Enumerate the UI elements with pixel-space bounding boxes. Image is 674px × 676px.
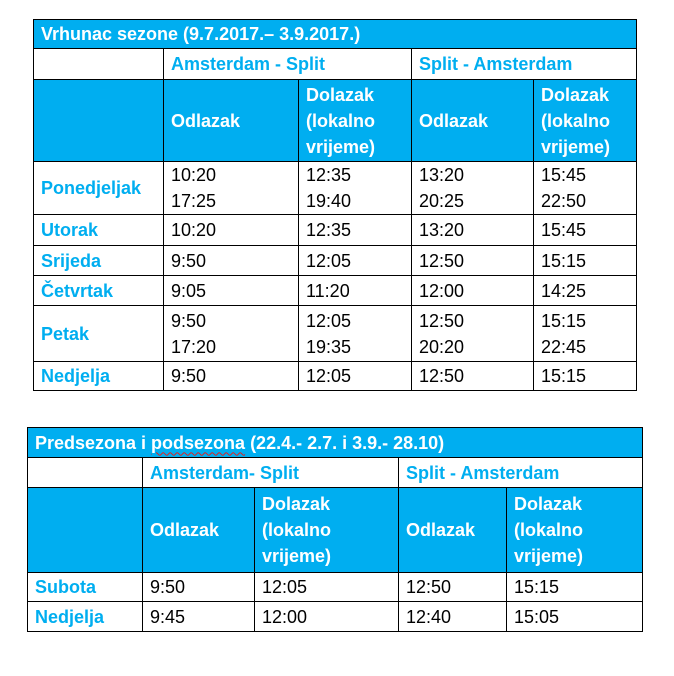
route-split-amsterdam: Split - Amsterdam xyxy=(399,458,643,488)
day-label: Nedjelja xyxy=(28,602,143,632)
col-departure: Odlazak xyxy=(399,488,507,573)
day-label: Ponedjeljak xyxy=(34,162,164,215)
time-cell: 12:35 xyxy=(299,215,412,246)
time-cell: 12:35 19:40 xyxy=(299,162,412,215)
time-cell: 14:25 xyxy=(534,276,637,306)
day-label: Četvrtak xyxy=(34,276,164,306)
corner-cell xyxy=(28,458,143,488)
peak-season-title: Vrhunac sezone (9.7.2017.– 3.9.2017.) xyxy=(34,20,637,49)
time-cell: 12:50 20:20 xyxy=(412,306,534,362)
table-row xyxy=(28,602,643,632)
day-label: Petak xyxy=(34,306,164,362)
time-cell: 12:50 xyxy=(412,362,534,391)
time-cell: 12:05 xyxy=(255,573,399,602)
time-cell: 9:45 xyxy=(143,602,255,632)
corner-cell xyxy=(34,49,164,80)
time-cell: 12:05 19:35 xyxy=(299,306,412,362)
time-cell: 9:05 xyxy=(164,276,299,306)
col-departure: Odlazak xyxy=(412,80,534,162)
time-cell: 12:05 xyxy=(299,246,412,276)
col-arrival: Dolazak (lokalno vrijeme) xyxy=(255,488,399,573)
route-amsterdam-split: Amsterdam- Split xyxy=(143,458,399,488)
col-departure: Odlazak xyxy=(164,80,299,162)
time-cell: 15:15 xyxy=(507,573,643,602)
time-cell: 15:45 22:50 xyxy=(534,162,637,215)
time-cell: 9:50 xyxy=(164,246,299,276)
off-season-title: Predsezona i podsezona (22.4.- 2.7. i 3.9.- 28.10) xyxy=(28,428,643,458)
day-label: Srijeda xyxy=(34,246,164,276)
time-cell: 12:50 xyxy=(412,246,534,276)
table-row xyxy=(34,246,637,276)
table-row xyxy=(34,306,637,362)
day-label: Nedjelja xyxy=(34,362,164,391)
time-cell: 10:20 17:25 xyxy=(164,162,299,215)
time-cell: 9:50 17:20 xyxy=(164,306,299,362)
table-row xyxy=(28,573,643,602)
time-cell: 13:20 20:25 xyxy=(412,162,534,215)
day-label: Utorak xyxy=(34,215,164,246)
time-cell: 9:50 xyxy=(164,362,299,391)
time-cell: 15:05 xyxy=(507,602,643,632)
time-cell: 9:50 xyxy=(143,573,255,602)
time-cell: 11:20 xyxy=(299,276,412,306)
time-cell: 12:00 xyxy=(255,602,399,632)
time-cell: 13:20 xyxy=(412,215,534,246)
day-label: Subota xyxy=(28,573,143,602)
time-cell: 12:05 xyxy=(299,362,412,391)
table-row xyxy=(34,276,637,306)
time-cell: 12:40 xyxy=(399,602,507,632)
time-cell: 10:20 xyxy=(164,215,299,246)
col-arrival: Dolazak (lokalno vrijeme) xyxy=(507,488,643,573)
col-departure: Odlazak xyxy=(143,488,255,573)
off-season-table xyxy=(27,427,643,632)
table-row xyxy=(34,362,637,391)
peak-season-table xyxy=(33,19,637,391)
time-cell: 15:15 xyxy=(534,362,637,391)
time-cell: 12:00 xyxy=(412,276,534,306)
day-header-empty xyxy=(28,488,143,573)
time-cell: 15:15 xyxy=(534,246,637,276)
time-cell: 15:45 xyxy=(534,215,637,246)
time-cell: 12:50 xyxy=(399,573,507,602)
route-split-amsterdam: Split - Amsterdam xyxy=(412,49,637,80)
col-arrival: Dolazak (lokalno vrijeme) xyxy=(299,80,412,162)
day-header-empty xyxy=(34,80,164,162)
col-arrival: Dolazak (lokalno vrijeme) xyxy=(534,80,637,162)
table-row xyxy=(34,162,637,215)
table-row xyxy=(34,215,637,246)
time-cell: 15:15 22:45 xyxy=(534,306,637,362)
route-amsterdam-split: Amsterdam - Split xyxy=(164,49,412,80)
